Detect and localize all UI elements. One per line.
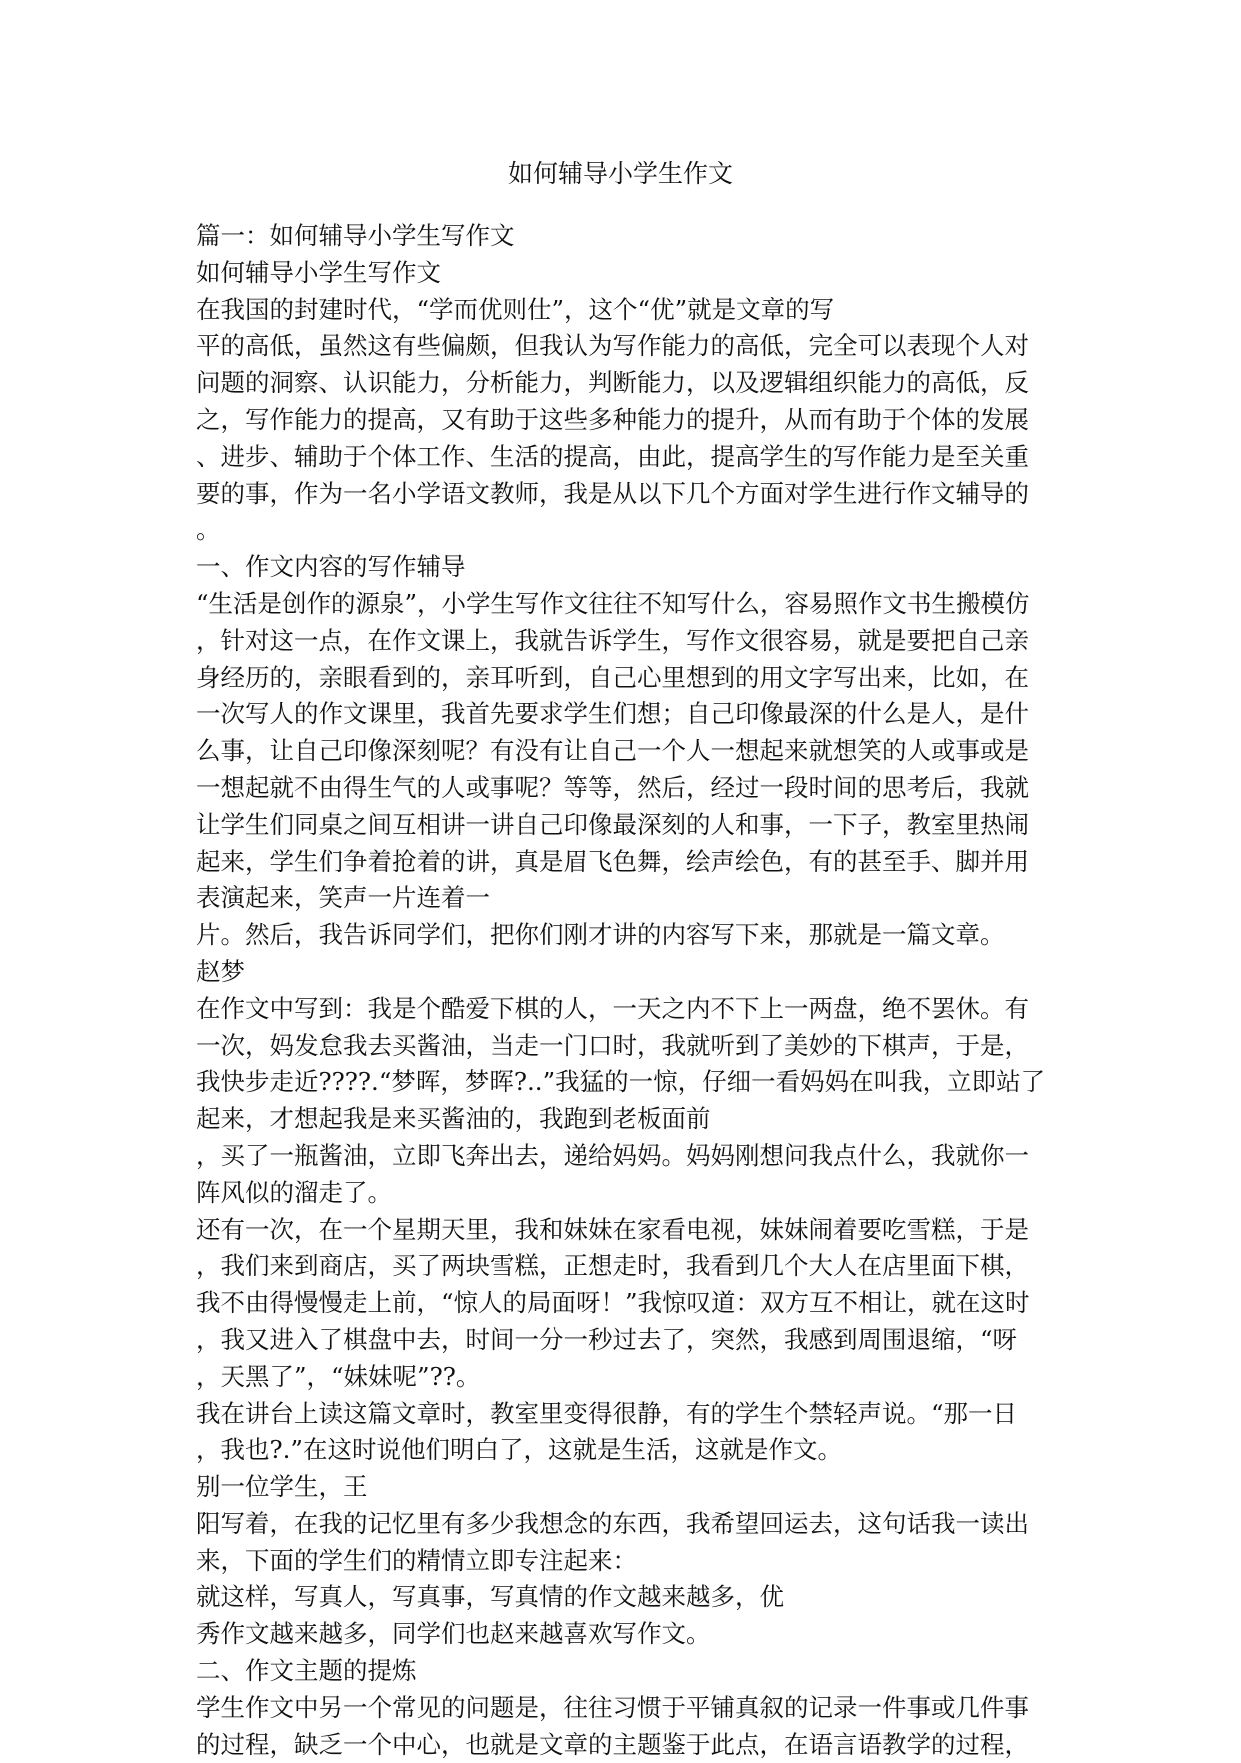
body-line: 我在讲台上读这篇文章时，教室里变得很静，有的学生个禁轻声说。“那一日: [196, 1398, 1018, 1428]
body-line: 就这样，写真人，写真事，写真情的作文越来越多，优: [196, 1582, 784, 1612]
body-line: 别一位学生，王: [196, 1472, 368, 1502]
body-line: 在作文中写到：我是个酷爱下棋的人，一天之内不下上一两盘，绝不罢休。有: [196, 993, 1029, 1023]
body-line: 、进步、辅助于个体工作、生活的提高，由此，提高学生的写作能力是至关重: [196, 441, 1029, 471]
body-line: 一、作文内容的写作辅导: [196, 552, 466, 582]
document-title: 如何辅导小学生作文: [507, 159, 733, 188]
body-line: 问题的洞察、认识能力，分析能力，判断能力，以及逻辑组织能力的高低，反: [196, 368, 1029, 398]
body-line: 起来，学生们争着抢着的讲，真是眉飞色舞，绘声绘色，有的甚至手、脚并用: [196, 846, 1029, 876]
body-line: 来，下面的学生们的精情立即专注起来：: [196, 1545, 637, 1575]
body-line: 平的高低，虽然这有些偏颇，但我认为写作能力的高低，完全可以表现个人对: [196, 331, 1029, 361]
body-line: 篇一：如何辅导小学生写作文: [196, 221, 515, 250]
body-line: ，我们来到商店，买了两块雪糕，正想走时，我看到几个大人在店里面下棋，: [196, 1251, 1029, 1281]
body-line: 么事，让自己印像深刻呢？有没有让自己一个人一想起来就想笑的人或事或是: [196, 736, 1029, 766]
body-line: 阵风似的溜走了。: [196, 1177, 392, 1207]
body-line: 阳写着，在我的记忆里有多少我想念的东西，我希望回运去，这句话我一读出: [196, 1508, 1029, 1538]
body-line: ，天黑了”，“妹妹呢”??。: [196, 1361, 481, 1391]
body-line: 的过程，缺乏一个中心，也就是文章的主题鉴于此点，在语言语教学的过程，: [196, 1729, 1029, 1759]
body-line: 一想起就不由得生气的人或事呢？等等，然后，经过一段时间的思考后，我就: [196, 772, 1029, 802]
body-line: 要的事，作为一名小学语文教师，我是从以下几个方面对学生进行作文辅导的: [196, 478, 1029, 508]
body-line: ，买了一瓶酱油，立即飞奔出去，递给妈妈。妈妈刚想问我点什么，我就你一: [196, 1140, 1029, 1170]
body-line: 一次写人的作文课里，我首先要求学生们想；自己印像最深的什么是人，是什: [196, 699, 1029, 729]
body-line: 学生作文中另一个常见的问题是，往往习惯于平铺真叙的记录一件事或几件事: [196, 1692, 1029, 1722]
body-line: 如何辅导小学生写作文: [196, 257, 441, 287]
body-line: 我不由得慢慢走上前，“惊人的局面呀！”我惊叹道：双方互不相让，就在这时: [196, 1288, 1030, 1318]
body-line: 一次，妈发怠我去买酱油，当走一门口时，我就听到了美妙的下棋声，于是，: [196, 1030, 1029, 1060]
body-line: 。: [196, 515, 221, 545]
body-line: “生活是创作的源泉”，小学生写作文往往不知写什么，容易照作文书生搬模仿: [196, 588, 1030, 618]
body-line: 之，写作能力的提高，又有助于这些多种能力的提升，从而有助于个体的发展: [196, 404, 1029, 434]
body-line: 我快步走近????.“梦晖，梦晖?..”我猛的一惊，仔细一看妈妈在叫我，立即站了: [196, 1067, 1046, 1097]
body-line: 赵梦: [196, 956, 245, 986]
body-line: 片。然后，我告诉同学们，把你们刚才讲的内容写下来，那就是一篇文章。: [196, 920, 1005, 950]
body-line: 身经历的，亲眼看到的，亲耳听到，自己心里想到的用文字写出来，比如，在: [196, 662, 1029, 692]
body-line: 秀作文越来越多，同学们也赵来越喜欢写作文。: [196, 1619, 711, 1649]
document-body: [196, 218, 1056, 1763]
body-line: 在我国的封建时代，“学而优则仕”，这个“优”就是文章的写: [196, 294, 835, 324]
body-line: 表演起来，笑声一片连着一: [196, 883, 490, 913]
body-line: 让学生们同桌之间互相讲一讲自己印像最深刻的人和事，一下子，教室里热闹: [196, 809, 1029, 839]
body-line: 还有一次，在一个星期天里，我和妹妹在家看电视，妹妹闹着要吃雪糕，于是: [196, 1214, 1029, 1244]
body-line: ，我又进入了棋盘中去，时间一分一秒过去了，突然，我感到周围退缩，“呀: [196, 1324, 1018, 1354]
body-line: 起来，才想起我是来买酱油的，我跑到老板面前: [196, 1104, 711, 1134]
body-line: ，针对这一点，在作文课上，我就告诉学生，写作文很容易，就是要把自己亲: [196, 625, 1029, 655]
body-line: 二、作文主题的提炼: [196, 1656, 417, 1686]
body-line: ，我也?.”在这时说他们明白了，这就是生活，这就是作文。: [196, 1435, 842, 1465]
